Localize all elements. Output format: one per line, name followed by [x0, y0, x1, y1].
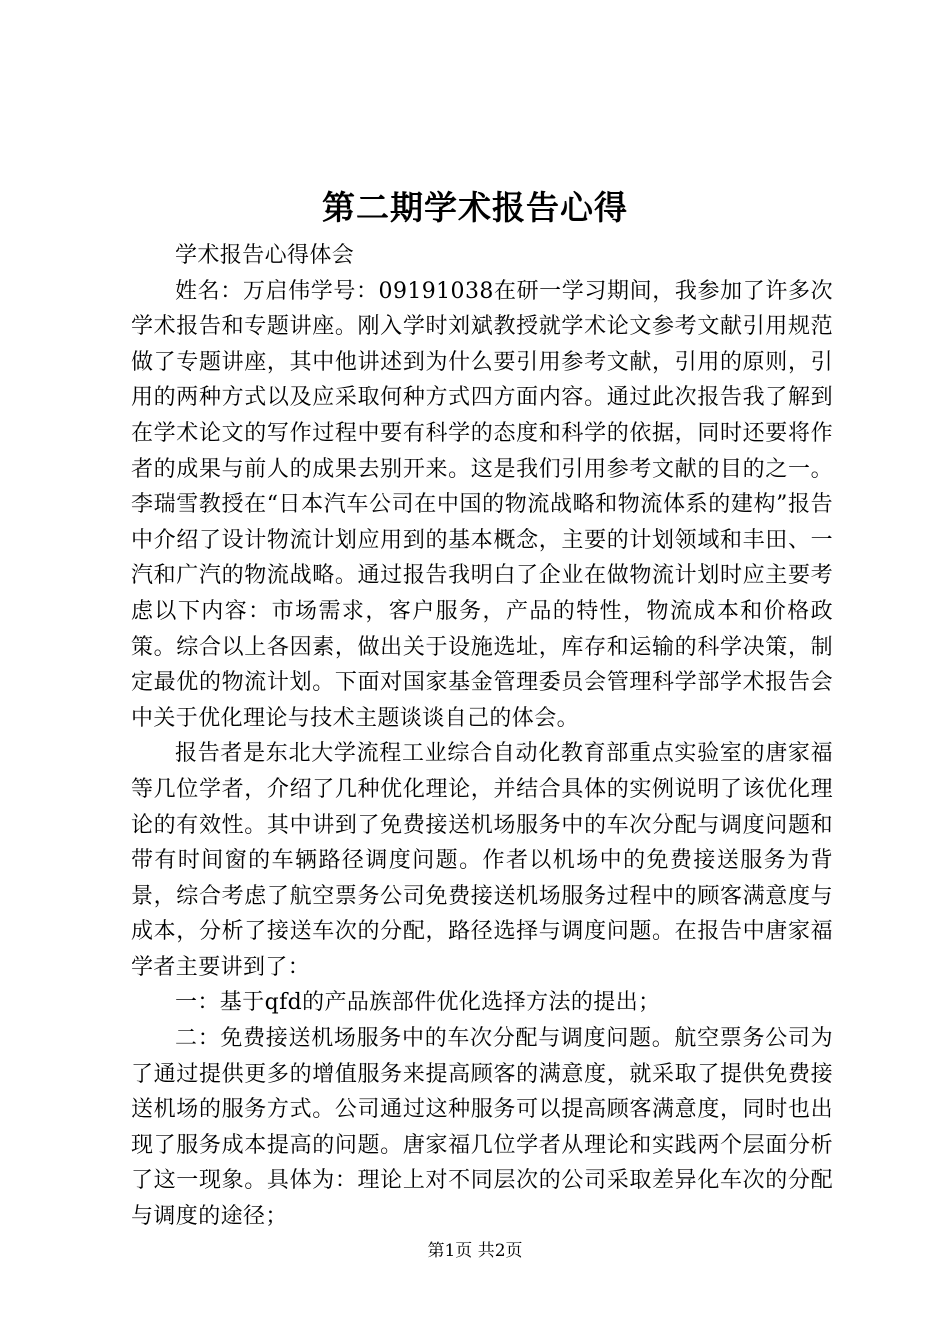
- paragraph-point-one: 一：基于qfd的产品族部件优化选择方法的提出；: [175, 990, 661, 1016]
- paragraph-reporter: 报告者是东北大学流程工业综合自动化教育部重点实验室的唐家福等几位学者，介绍了几种优化理论，并结合具体的实例说明了该优化理论的有效性。其中讲到了免费接送机场服务中的车次分配与调度问题和带有时间窗的车辆路径调度问题。作者以机场中的免费接送服务为背景，综合考虑了航空票务公司免费接送机场服务过程中的顾客满意度与成本，分析了接送车次的分配，路径选择与调度问题。在报告中唐家福学者主要讲到了：: [131, 741, 833, 980]
- paragraph-point-two: 二：免费接送机场服务中的车次分配与调度问题。航空票务公司为了通过提供更多的增值服务来提高顾客的满意度，就采取了提供免费接送机场的服务方式。公司通过这种服务可以提高顾客满意度，同时也出现了服务成本提高的问题。唐家福几位学者从理论和实践两个层面分析了这一现象。具体为：理论上对不同层次的公司采取差异化车次的分配与调度的途径；: [131, 1026, 833, 1230]
- document-body: [131, 238, 833, 1235]
- page-footer: 第1页 共2页: [427, 1241, 523, 1261]
- paragraph-intro: 姓名：万启伟学号：09191038在研一学习期间，我参加了许多次学术报告和专题讲座。刚入学时刘斌教授就学术论文参考文献引用规范做了专题讲座，其中他讲述到为什么要引用参考文献，引用的原则，引用的两种方式以及应采取何种方式四方面内容。通过此次报告我了解到在学术论文的写作过程中要有科学的态度和科学的依据，同时还要将作者的成果与前人的成果去别开来。这是我们引用参考文献的目的之一。李瑞雪教授在“日本汽车公司在中国的物流战略和物流体系的建构”报告中介绍了设计物流计划应用到的基本概念，主要的计划领域和丰田、一汽和广汽的物流战略。通过报告我明白了企业在做物流计划时应主要考虑以下内容：市场需求，客户服务，产品的特性，物流成本和价格政策。综合以上各因素，做出关于设施选址，库存和运输的科学决策，制定最优的物流计划。下面对国家基金管理委员会管理科学部学术报告会中关于优化理论与技术主题谈谈自己的体会。: [131, 278, 833, 731]
- document-title: 第二期学术报告心得: [322, 188, 628, 227]
- paragraph-subtitle: 学术报告心得体会: [175, 243, 355, 268]
